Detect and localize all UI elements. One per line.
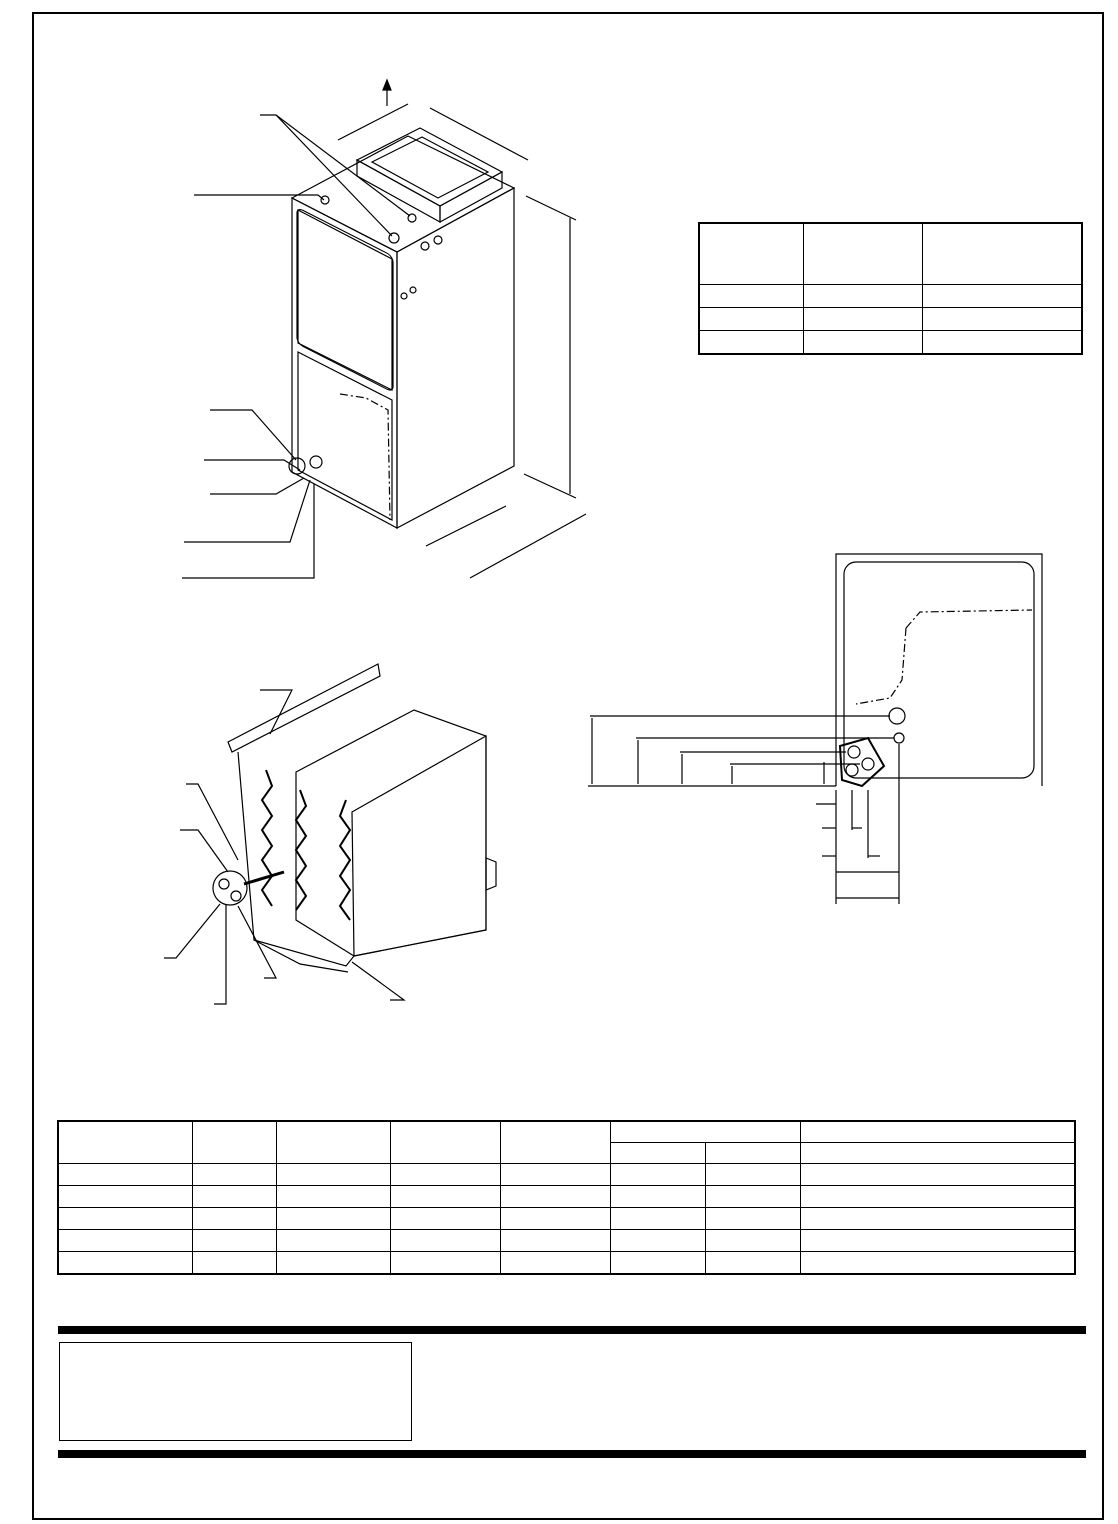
spec-header-cell bbox=[58, 1121, 192, 1164]
table-cell bbox=[58, 1208, 192, 1230]
table-cell bbox=[699, 331, 804, 355]
table-cell bbox=[706, 1164, 801, 1186]
coil-side-panel bbox=[352, 736, 486, 956]
dimensions-table bbox=[698, 222, 1083, 355]
cabinet-top bbox=[292, 136, 514, 252]
leader-line-7 bbox=[182, 484, 314, 578]
elevation-port-2 bbox=[846, 764, 858, 776]
spec-header-cell bbox=[276, 1121, 390, 1164]
upper-panel-outline bbox=[298, 210, 392, 390]
dimensions-table-row bbox=[699, 308, 1082, 331]
table-cell bbox=[611, 1230, 706, 1252]
drain-connection bbox=[310, 456, 322, 468]
table-cell bbox=[390, 1164, 500, 1186]
lower-panel-outline bbox=[298, 352, 392, 520]
duct-collar-top bbox=[357, 128, 502, 206]
table-cell bbox=[706, 1208, 801, 1230]
coil-drain-pan-lip bbox=[254, 940, 348, 972]
table-cell bbox=[58, 1186, 192, 1208]
spec-header-cell bbox=[500, 1121, 611, 1164]
table-cell bbox=[923, 308, 1083, 331]
table-cell bbox=[192, 1230, 276, 1252]
cabinet-side-face bbox=[397, 188, 514, 528]
table-cell bbox=[611, 1252, 706, 1275]
leader-line-1 bbox=[260, 115, 392, 236]
knockout-5 bbox=[410, 287, 416, 293]
table-cell bbox=[192, 1164, 276, 1186]
table-cell bbox=[611, 1164, 706, 1186]
dimensions-table-header bbox=[699, 223, 1082, 285]
coil-leader-7 bbox=[352, 962, 404, 1000]
spec-header-cell bbox=[192, 1121, 276, 1164]
elevation-knockout-1 bbox=[889, 708, 905, 724]
coil-connection-plate bbox=[213, 871, 247, 905]
spec-subheader-cell bbox=[706, 1143, 801, 1164]
dimensions-header-cell-1 bbox=[699, 223, 804, 285]
spec-header-group-cell bbox=[611, 1121, 801, 1143]
table-cell bbox=[611, 1208, 706, 1230]
table-cell bbox=[390, 1230, 500, 1252]
table-cell bbox=[276, 1186, 390, 1208]
coil-right-flange bbox=[486, 858, 496, 890]
spec-header-cell bbox=[801, 1143, 1075, 1164]
leader-line-1b bbox=[276, 115, 410, 216]
table-cell bbox=[699, 308, 804, 331]
table-cell bbox=[706, 1186, 801, 1208]
table-cell bbox=[801, 1164, 1075, 1186]
coil-slab-right bbox=[340, 800, 350, 920]
top-fitting bbox=[321, 196, 329, 204]
spec-table-row bbox=[58, 1164, 1075, 1186]
coil-leader-6 bbox=[238, 906, 276, 978]
table-cell bbox=[611, 1186, 706, 1208]
dim-width-bottom-2 bbox=[470, 514, 586, 578]
dimensions-header-cell-2 bbox=[804, 223, 923, 285]
air-handler-isometric bbox=[182, 80, 586, 578]
table-cell bbox=[699, 285, 804, 308]
table-cell bbox=[706, 1230, 801, 1252]
coil-slab-mid bbox=[296, 790, 306, 910]
table-cell bbox=[192, 1252, 276, 1275]
leader-line-4 bbox=[204, 460, 300, 470]
elevation-coil-dashed-2 bbox=[856, 628, 906, 704]
table-cell bbox=[923, 331, 1083, 355]
table-cell bbox=[500, 1186, 611, 1208]
title-block-rule-bottom bbox=[58, 1450, 1086, 1458]
specification-table bbox=[57, 1120, 1076, 1275]
table-cell bbox=[58, 1230, 192, 1252]
table-cell bbox=[801, 1230, 1075, 1252]
table-cell bbox=[804, 285, 923, 308]
spec-table-row bbox=[58, 1186, 1075, 1208]
elevation-port-3 bbox=[862, 758, 874, 770]
title-block-info-box bbox=[59, 1342, 412, 1441]
dim-depth-top bbox=[430, 108, 528, 160]
dimensions-table-row bbox=[699, 285, 1082, 308]
spec-header-cell bbox=[801, 1121, 1075, 1143]
coil-slab-left bbox=[262, 770, 272, 906]
coil-leader-4 bbox=[164, 904, 220, 958]
table-cell bbox=[801, 1208, 1075, 1230]
table-cell bbox=[276, 1230, 390, 1252]
coil-box-outline bbox=[296, 710, 486, 956]
elevation-knockout-2 bbox=[894, 733, 904, 743]
table-cell bbox=[500, 1252, 611, 1275]
coil-leader-1 bbox=[260, 690, 292, 734]
coil-leader-5 bbox=[214, 904, 226, 1004]
coil-port-1 bbox=[219, 879, 229, 889]
spec-header-cell bbox=[390, 1121, 500, 1164]
spec-table-row bbox=[58, 1252, 1075, 1275]
table-cell bbox=[276, 1252, 390, 1275]
table-cell bbox=[500, 1230, 611, 1252]
table-cell bbox=[192, 1186, 276, 1208]
coil-tube bbox=[244, 872, 284, 884]
knockout-6 bbox=[401, 293, 407, 299]
table-cell bbox=[500, 1164, 611, 1186]
table-cell bbox=[801, 1186, 1075, 1208]
dimensions-table-row bbox=[699, 331, 1082, 355]
table-cell bbox=[390, 1186, 500, 1208]
elevation-coil-dashed bbox=[906, 610, 1032, 628]
table-cell bbox=[390, 1252, 500, 1275]
coil-port-2 bbox=[231, 891, 241, 901]
evaporator-coil-isometric bbox=[164, 664, 496, 1004]
duct-collar-side bbox=[440, 172, 502, 222]
table-cell bbox=[276, 1208, 390, 1230]
elevation-port-1 bbox=[848, 746, 860, 758]
table-cell bbox=[192, 1208, 276, 1230]
leader-line-2 bbox=[194, 195, 324, 200]
table-cell bbox=[58, 1164, 192, 1186]
table-cell bbox=[276, 1164, 390, 1186]
airflow-arrowhead bbox=[383, 80, 391, 90]
leader-line-3 bbox=[210, 410, 296, 460]
table-cell bbox=[804, 331, 923, 355]
table-cell bbox=[801, 1252, 1075, 1275]
leader-line-6 bbox=[184, 480, 310, 542]
elevation-outline bbox=[836, 554, 1042, 786]
spec-subheader-cell bbox=[611, 1143, 706, 1164]
spec-table-row bbox=[58, 1230, 1075, 1252]
title-block-rule-top bbox=[58, 1326, 1086, 1334]
table-cell bbox=[500, 1208, 611, 1230]
dim-height-ext-bottom bbox=[524, 474, 576, 498]
leader-line-5 bbox=[210, 478, 304, 494]
table-cell bbox=[390, 1208, 500, 1230]
knockout-3 bbox=[421, 242, 429, 250]
coil-leader-3 bbox=[180, 830, 228, 872]
dim-width-bottom-1 bbox=[426, 506, 506, 546]
coil-top-flange bbox=[228, 664, 380, 752]
table-cell bbox=[923, 285, 1083, 308]
spec-header-row-1 bbox=[58, 1121, 1075, 1143]
cabinet-front-face bbox=[292, 198, 397, 528]
dimensions-header-cell-3 bbox=[923, 223, 1083, 285]
knockout-4 bbox=[434, 236, 442, 244]
table-cell bbox=[706, 1252, 801, 1275]
table-cell bbox=[58, 1252, 192, 1275]
front-elevation bbox=[588, 554, 1042, 904]
spec-table-row bbox=[58, 1208, 1075, 1230]
dim-height-ext-top bbox=[526, 196, 576, 220]
table-cell bbox=[804, 308, 923, 331]
dim-width-top bbox=[338, 104, 408, 140]
